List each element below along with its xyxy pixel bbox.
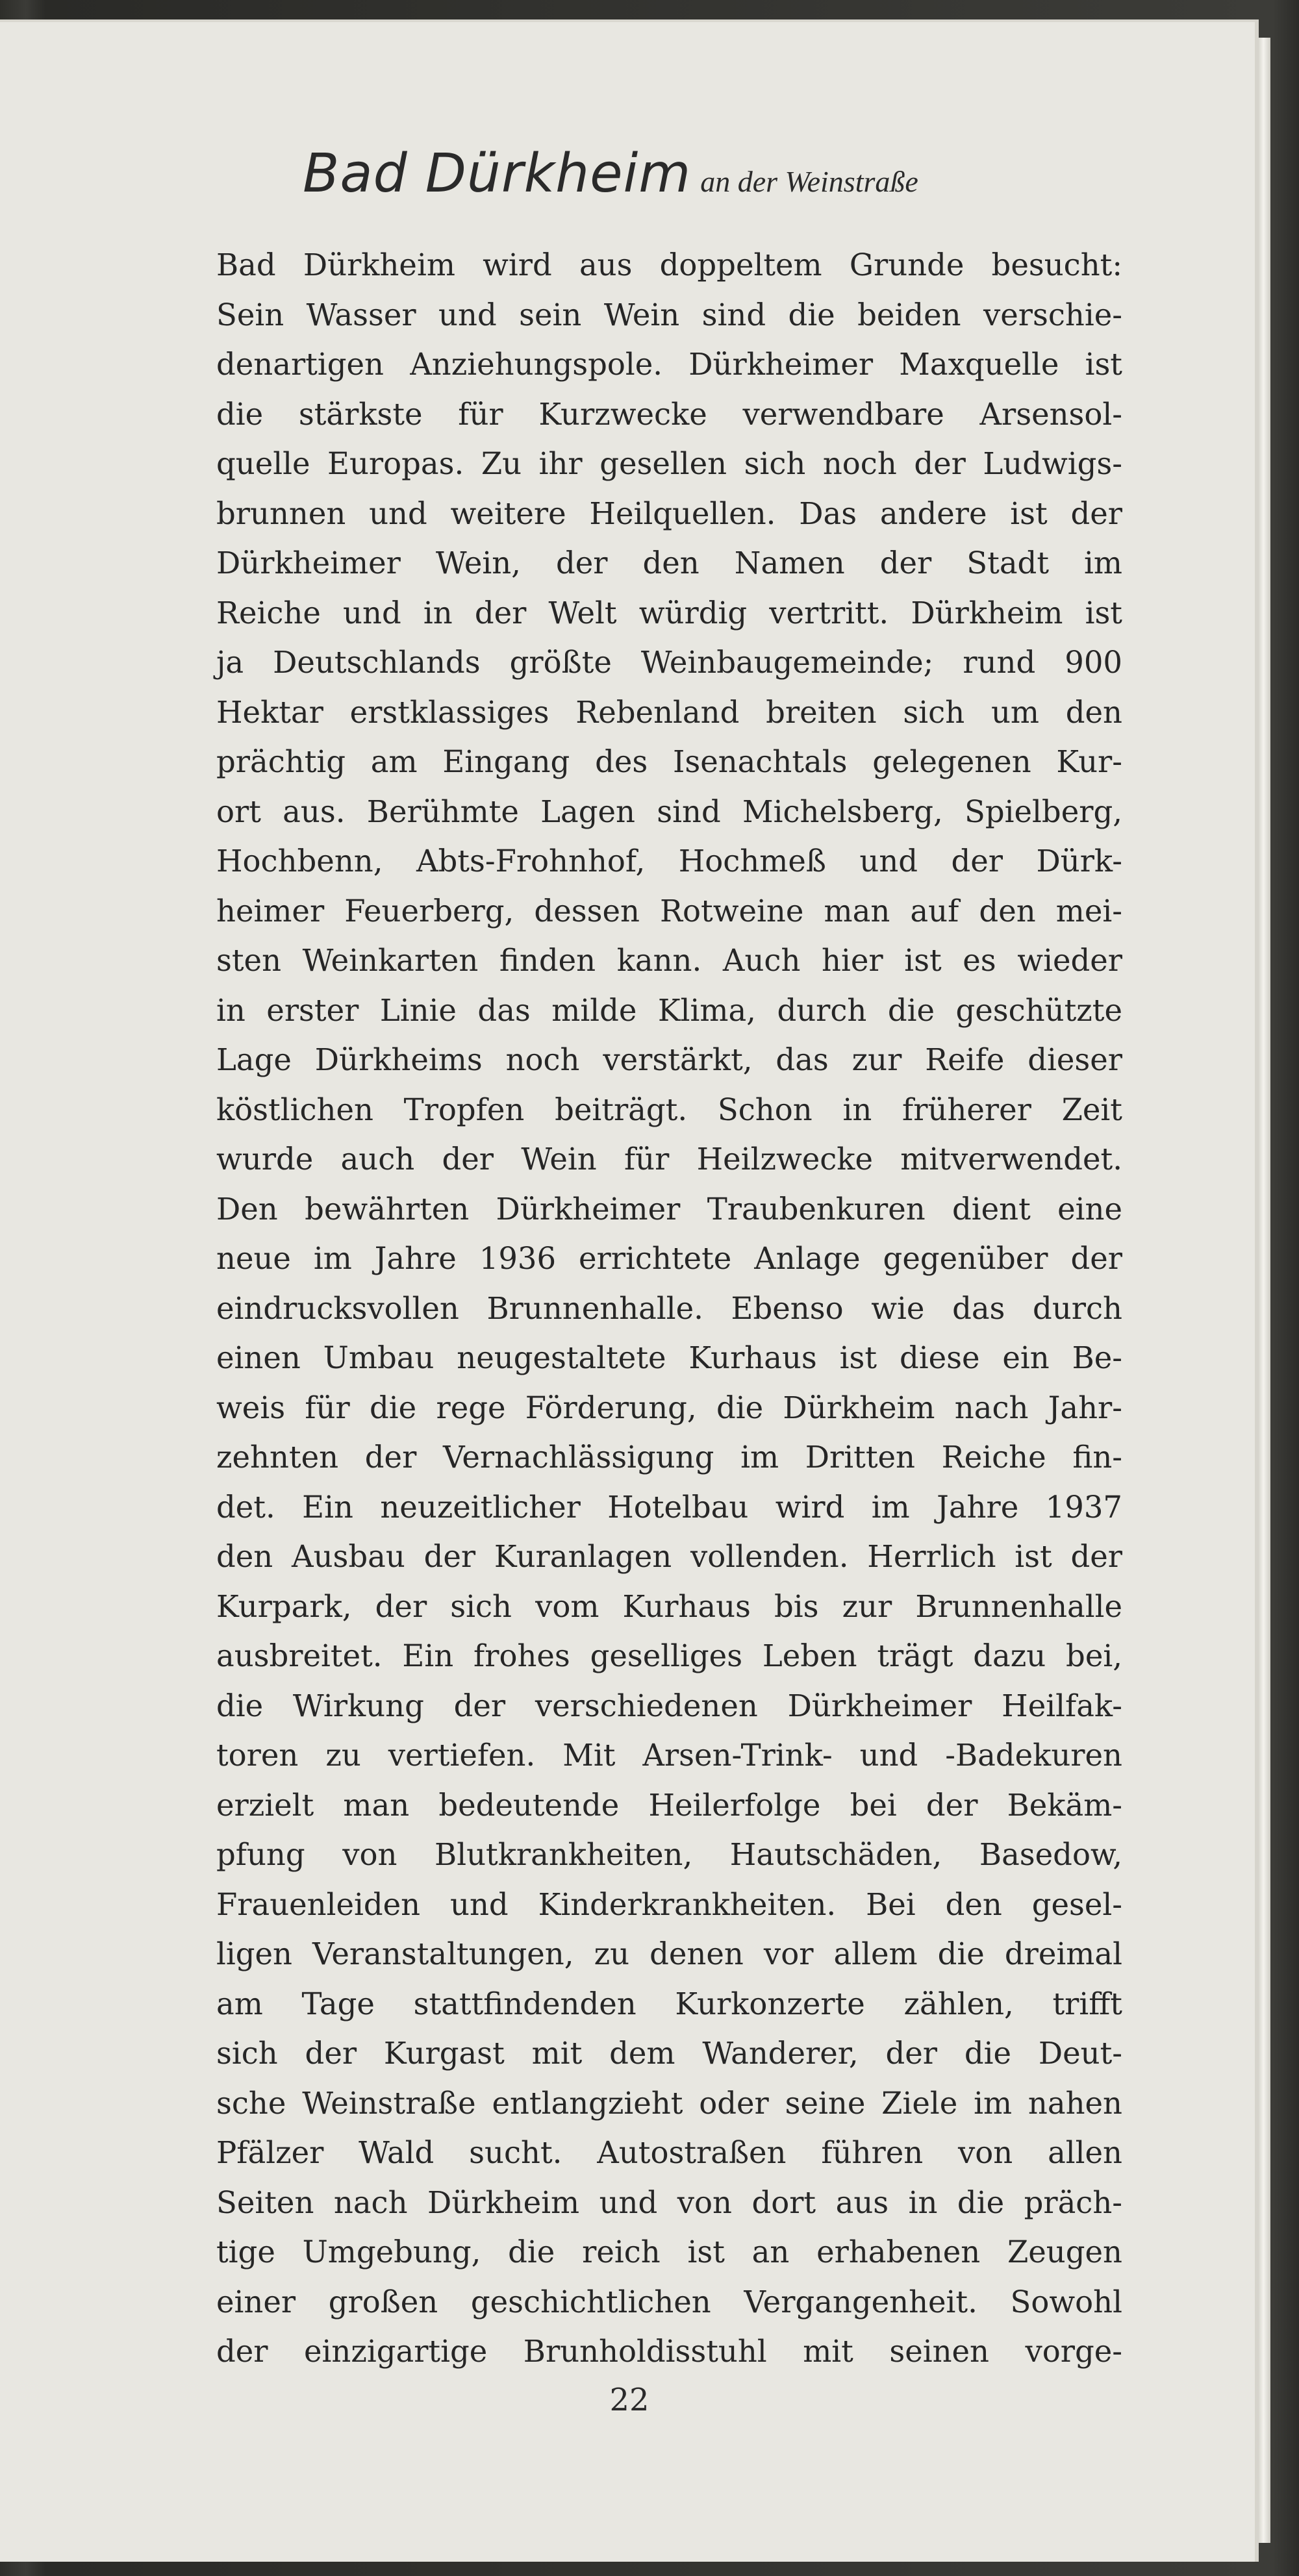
text-line: Hektar erstklassiges Rebenland breiten sich um den: [216, 694, 1122, 730]
text-line: pfung von Blutkrankheiten, Hautschäden, Basedow,: [216, 1837, 1122, 1872]
text-line: heimer Feuerberg, dessen Rotweine man auf den mei-: [216, 893, 1122, 929]
text-line: Reiche und in der Welt würdig vertritt. Dürkheim ist: [216, 595, 1122, 631]
text-line: die Wirkung der verschiedenen Dürkheimer Heilfak-: [216, 1688, 1122, 1723]
text-line: quelle Europas. Zu ihr gesellen sich noch der Ludwigs-: [216, 446, 1122, 481]
text-line: sche Weinstraße entlangzieht oder seine Ziele im nahen: [216, 2085, 1122, 2121]
text-line: Bad Dürkheim wird aus doppeltem Grunde besucht:: [216, 247, 1122, 282]
body-paragraph: [216, 240, 1122, 2377]
text-line: eindrucksvollen Brunnenhalle. Ebenso wie das durch: [216, 1290, 1122, 1326]
text-line: weis für die rege Förderung, die Dürkheim nach Jahr-: [216, 1390, 1122, 1425]
text-line: Dürkheimer Wein, der den Namen der Stadt im: [216, 545, 1122, 581]
text-line: ort aus. Berühmte Lagen sind Michelsberg, Spielberg,: [216, 794, 1122, 829]
text-line: köstlichen Tropfen beiträgt. Schon in früherer Zeit: [216, 1092, 1122, 1127]
text-line: sten Weinkarten finden kann. Auch hier ist es wieder: [216, 943, 1122, 978]
text-line: wurde auch der Wein für Heilzwecke mitverwendet.: [216, 1142, 1122, 1177]
text-line: einer großen geschichtlichen Vergangenheit. Sowohl: [216, 2284, 1122, 2320]
text-line: toren zu vertiefen. Mit Arsen-Trink- und -Badekuren: [216, 1738, 1122, 1773]
text-line: einen Umbau neugestaltete Kurhaus ist diese ein Be-: [216, 1340, 1122, 1375]
text-line: tige Umgebung, die reich ist an erhabenen Zeugen: [216, 2234, 1122, 2270]
text-line: Lage Dürkheims noch verstärkt, das zur Reife dieser: [216, 1042, 1122, 1077]
text-line: prächtig am Eingang des Isenachtals gelegenen Kur-: [216, 744, 1122, 779]
text-line: brunnen und weitere Heilquellen. Das andere ist der: [216, 495, 1122, 531]
text-line: Pfälzer Wald sucht. Autostraßen führen von allen: [216, 2135, 1122, 2170]
text-line: det. Ein neuzeitlicher Hotelbau wird im Jahre 1937: [216, 1489, 1122, 1525]
text-line: den Ausbau der Kuranlagen vollenden. Herrlich ist der: [216, 1539, 1122, 1574]
text-line: zehnten der Vernachlässigung im Dritten Reiche fin-: [216, 1440, 1122, 1475]
text-line: die stärkste für Kurzwecke verwendbare Arsensol-: [216, 396, 1122, 432]
text-line: am Tage stattfindenden Kurkonzerte zählen, trifft: [216, 1986, 1122, 2021]
text-line: ausbreitet. Ein frohes geselliges Leben trägt dazu bei,: [216, 1638, 1122, 1673]
text-line: Sein Wasser und sein Wein sind die beiden verschie-: [216, 297, 1122, 332]
text-line: ja Deutschlands größte Weinbaugemeinde; rund 900: [216, 645, 1122, 680]
text-line: Den bewährten Dürkheimer Traubenkuren dient eine: [216, 1191, 1122, 1227]
book-page: [0, 19, 1259, 2562]
text-line: erzielt man bedeutende Heilerfolge bei der Bekäm-: [216, 1787, 1122, 1823]
page-number: 22: [609, 2382, 650, 2418]
text-line: sich der Kurgast mit dem Wanderer, der die Deut-: [216, 2036, 1122, 2071]
text-line: Seiten nach Dürkheim und von dort aus in die präch-: [216, 2184, 1122, 2220]
text-line: ligen Veranstaltungen, zu denen vor allem die dreimal: [216, 1936, 1122, 1971]
heading-title: Bad Dürkheim: [303, 143, 692, 205]
text-line: Frauenleiden und Kinderkrankheiten. Bei den gesel-: [216, 1886, 1122, 1922]
heading-subtitle: an der Weinstraße: [700, 165, 918, 198]
text-line: denartigen Anziehungspole. Dürkheimer Maxquelle ist: [216, 347, 1122, 382]
text-line: der einzigartige Brunholdisstuhl mit seinen vorge-: [216, 2334, 1122, 2369]
page-heading: [0, 143, 1221, 205]
text-line: in erster Linie das milde Klima, durch die geschützte: [216, 992, 1122, 1028]
text-line: Hochbenn, Abts-Frohnhof, Hochmeß und der Dürk-: [216, 844, 1122, 879]
text-line: Kurpark, der sich vom Kurhaus bis zur Brunnenhalle: [216, 1588, 1122, 1624]
page-edge: [1259, 38, 1270, 2543]
text-line: neue im Jahre 1936 errichtete Anlage gegenüber der: [216, 1241, 1122, 1276]
